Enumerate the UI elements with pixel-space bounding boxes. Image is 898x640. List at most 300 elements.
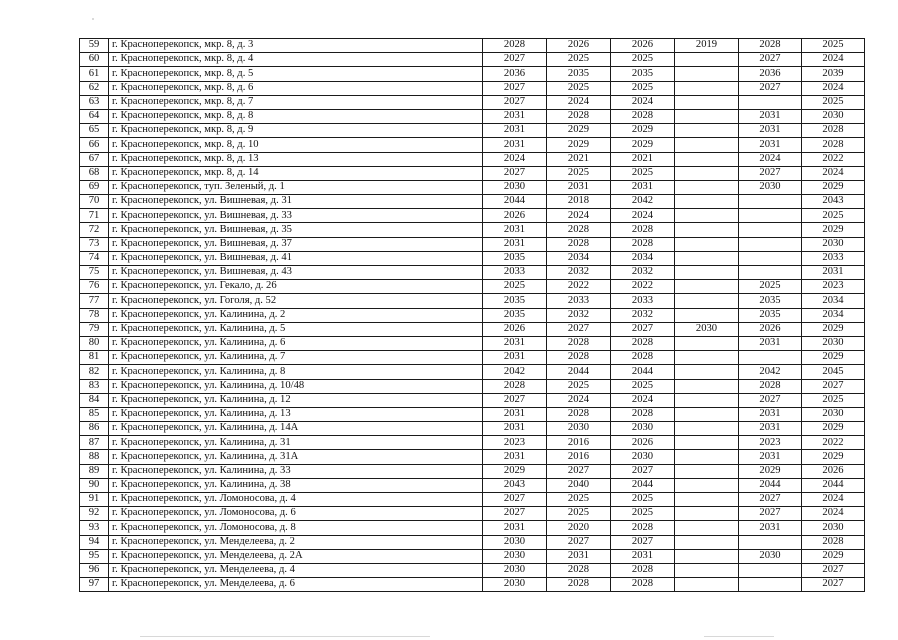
year-col-5-cell: 2031 [739, 450, 802, 464]
year-col-5-cell: 2027 [739, 166, 802, 180]
building-address-cell: г. Красноперекопск, ул. Ломоносова, д. 8 [109, 521, 483, 535]
year-col-6-cell: 2027 [802, 578, 865, 592]
year-col-2-cell: 2025 [547, 493, 611, 507]
year-col-1-cell: 2027 [483, 81, 547, 95]
year-col-4-cell [675, 53, 739, 67]
year-col-3-cell: 2035 [611, 67, 675, 81]
table-row [80, 67, 865, 81]
table-row [80, 39, 865, 53]
building-address-cell: г. Красноперекопск, ул. Вишневая, д. 33 [109, 209, 483, 223]
year-col-3-cell: 2028 [611, 223, 675, 237]
table-row [80, 464, 865, 478]
row-number-cell: 68 [80, 166, 109, 180]
year-col-3-cell: 2033 [611, 294, 675, 308]
year-col-6-cell: 2029 [802, 223, 865, 237]
year-col-4-cell [675, 195, 739, 209]
year-col-4-cell [675, 478, 739, 492]
row-number-cell: 70 [80, 195, 109, 209]
year-col-1-cell: 2023 [483, 436, 547, 450]
year-col-4-cell [675, 223, 739, 237]
row-number-cell: 86 [80, 422, 109, 436]
year-col-6-cell: 2029 [802, 422, 865, 436]
year-col-2-cell: 2028 [547, 237, 611, 251]
year-col-3-cell: 2034 [611, 251, 675, 265]
table-row [80, 209, 865, 223]
row-number-cell: 92 [80, 507, 109, 521]
table-row [80, 563, 865, 577]
table-row [80, 521, 865, 535]
year-col-4-cell [675, 166, 739, 180]
year-col-2-cell: 2027 [547, 535, 611, 549]
table-row [80, 223, 865, 237]
year-col-6-cell: 2030 [802, 407, 865, 421]
row-number-cell: 60 [80, 53, 109, 67]
year-col-4-cell: 2019 [675, 39, 739, 53]
year-col-5-cell: 2036 [739, 67, 802, 81]
year-col-1-cell: 2027 [483, 393, 547, 407]
year-col-3-cell: 2032 [611, 266, 675, 280]
year-col-1-cell: 2031 [483, 336, 547, 350]
year-col-3-cell: 2026 [611, 436, 675, 450]
table-row [80, 266, 865, 280]
year-col-1-cell: 2035 [483, 294, 547, 308]
year-col-1-cell: 2044 [483, 195, 547, 209]
year-col-3-cell: 2028 [611, 336, 675, 350]
building-address-cell: г. Красноперекопск, ул. Ломоносова, д. 4 [109, 493, 483, 507]
year-col-5-cell [739, 195, 802, 209]
year-col-6-cell: 2024 [802, 166, 865, 180]
year-col-4-cell [675, 81, 739, 95]
year-col-4-cell [675, 95, 739, 109]
year-col-4-cell [675, 251, 739, 265]
year-col-6-cell: 2030 [802, 521, 865, 535]
table-row [80, 95, 865, 109]
row-number-cell: 71 [80, 209, 109, 223]
row-number-cell: 73 [80, 237, 109, 251]
building-address-cell: г. Красноперекопск, ул. Калинина, д. 10/48 [109, 379, 483, 393]
year-col-6-cell: 2025 [802, 39, 865, 53]
row-number-cell: 82 [80, 365, 109, 379]
table-row [80, 322, 865, 336]
year-col-1-cell: 2035 [483, 251, 547, 265]
year-col-4-cell [675, 436, 739, 450]
row-number-cell: 95 [80, 549, 109, 563]
year-col-3-cell: 2028 [611, 578, 675, 592]
row-number-cell: 88 [80, 450, 109, 464]
year-col-2-cell: 2022 [547, 280, 611, 294]
year-col-6-cell: 2043 [802, 195, 865, 209]
year-col-1-cell: 2035 [483, 308, 547, 322]
building-address-cell: г. Красноперекопск, мкр. 8, д. 9 [109, 124, 483, 138]
year-col-6-cell: 2024 [802, 53, 865, 67]
year-col-6-cell: 2029 [802, 450, 865, 464]
table-row [80, 478, 865, 492]
year-col-4-cell [675, 578, 739, 592]
row-number-cell: 62 [80, 81, 109, 95]
year-col-2-cell: 2028 [547, 223, 611, 237]
building-address-cell: г. Красноперекопск, ул. Калинина, д. 8 [109, 365, 483, 379]
year-col-3-cell: 2030 [611, 450, 675, 464]
year-col-4-cell [675, 209, 739, 223]
year-col-5-cell: 2026 [739, 322, 802, 336]
table-row [80, 393, 865, 407]
year-col-6-cell: 2025 [802, 209, 865, 223]
year-col-3-cell: 2024 [611, 393, 675, 407]
year-col-4-cell [675, 365, 739, 379]
scan-artifact [140, 636, 430, 637]
year-col-5-cell [739, 95, 802, 109]
year-col-1-cell: 2024 [483, 152, 547, 166]
year-col-2-cell: 2028 [547, 407, 611, 421]
year-col-4-cell [675, 109, 739, 123]
table-row [80, 365, 865, 379]
year-col-2-cell: 2027 [547, 464, 611, 478]
year-col-4-cell [675, 308, 739, 322]
year-col-5-cell: 2024 [739, 152, 802, 166]
year-col-1-cell: 2031 [483, 351, 547, 365]
year-col-4-cell [675, 535, 739, 549]
year-col-3-cell: 2042 [611, 195, 675, 209]
year-col-6-cell: 2028 [802, 138, 865, 152]
row-number-cell: 63 [80, 95, 109, 109]
table-row [80, 81, 865, 95]
year-col-1-cell: 2033 [483, 266, 547, 280]
year-col-1-cell: 2030 [483, 549, 547, 563]
year-col-6-cell: 2030 [802, 109, 865, 123]
year-col-3-cell: 2028 [611, 521, 675, 535]
year-col-2-cell: 2028 [547, 578, 611, 592]
year-col-3-cell: 2029 [611, 124, 675, 138]
year-col-5-cell: 2027 [739, 493, 802, 507]
table-body [80, 39, 865, 592]
table-row [80, 407, 865, 421]
year-col-3-cell: 2031 [611, 180, 675, 194]
year-col-5-cell: 2031 [739, 336, 802, 350]
year-col-3-cell: 2027 [611, 322, 675, 336]
year-col-5-cell: 2031 [739, 109, 802, 123]
table-row [80, 180, 865, 194]
year-col-2-cell: 2028 [547, 351, 611, 365]
year-col-2-cell: 2018 [547, 195, 611, 209]
year-col-6-cell: 2024 [802, 493, 865, 507]
year-col-2-cell: 2024 [547, 393, 611, 407]
year-col-4-cell [675, 266, 739, 280]
row-number-cell: 84 [80, 393, 109, 407]
year-col-5-cell: 2027 [739, 81, 802, 95]
building-address-cell: г. Красноперекопск, ул. Калинина, д. 6 [109, 336, 483, 350]
row-number-cell: 78 [80, 308, 109, 322]
year-col-6-cell: 2033 [802, 251, 865, 265]
row-number-cell: 81 [80, 351, 109, 365]
row-number-cell: 64 [80, 109, 109, 123]
year-col-5-cell: 2031 [739, 407, 802, 421]
year-col-5-cell: 2025 [739, 280, 802, 294]
year-col-3-cell: 2028 [611, 407, 675, 421]
year-col-3-cell: 2025 [611, 81, 675, 95]
year-col-6-cell: 2027 [802, 563, 865, 577]
year-col-2-cell: 2016 [547, 436, 611, 450]
year-col-5-cell [739, 266, 802, 280]
building-address-cell: г. Красноперекопск, мкр. 8, д. 13 [109, 152, 483, 166]
year-col-4-cell [675, 563, 739, 577]
row-number-cell: 72 [80, 223, 109, 237]
year-col-2-cell: 2025 [547, 379, 611, 393]
building-address-cell: г. Красноперекопск, ул. Калинина, д. 33 [109, 464, 483, 478]
year-col-1-cell: 2027 [483, 507, 547, 521]
year-col-5-cell: 2029 [739, 464, 802, 478]
table-row [80, 336, 865, 350]
building-address-cell: г. Красноперекопск, ул. Вишневая, д. 37 [109, 237, 483, 251]
year-col-2-cell: 2025 [547, 53, 611, 67]
year-col-4-cell [675, 422, 739, 436]
row-number-cell: 96 [80, 563, 109, 577]
year-col-5-cell: 2044 [739, 478, 802, 492]
year-col-5-cell: 2035 [739, 294, 802, 308]
year-col-1-cell: 2025 [483, 280, 547, 294]
year-col-2-cell: 2028 [547, 109, 611, 123]
year-col-1-cell: 2027 [483, 493, 547, 507]
year-col-2-cell: 2034 [547, 251, 611, 265]
year-col-5-cell: 2035 [739, 308, 802, 322]
year-col-5-cell [739, 351, 802, 365]
year-col-5-cell [739, 237, 802, 251]
year-col-5-cell [739, 223, 802, 237]
year-col-3-cell: 2025 [611, 507, 675, 521]
year-col-6-cell: 2024 [802, 81, 865, 95]
year-col-3-cell: 2028 [611, 351, 675, 365]
year-col-5-cell: 2042 [739, 365, 802, 379]
table-row [80, 450, 865, 464]
table-row [80, 152, 865, 166]
year-col-1-cell: 2027 [483, 166, 547, 180]
year-col-4-cell: 2030 [675, 322, 739, 336]
year-col-4-cell [675, 393, 739, 407]
year-col-2-cell: 2044 [547, 365, 611, 379]
building-address-cell: г. Красноперекопск, ул. Калинина, д. 31 [109, 436, 483, 450]
year-col-5-cell: 2031 [739, 124, 802, 138]
year-col-1-cell: 2030 [483, 535, 547, 549]
year-col-4-cell [675, 351, 739, 365]
year-col-1-cell: 2030 [483, 180, 547, 194]
year-col-2-cell: 2031 [547, 180, 611, 194]
year-col-1-cell: 2028 [483, 379, 547, 393]
building-address-cell: г. Красноперекопск, туп. Зеленый, д. 1 [109, 180, 483, 194]
year-col-6-cell: 2029 [802, 180, 865, 194]
building-address-cell: г. Красноперекопск, мкр. 8, д. 10 [109, 138, 483, 152]
year-col-1-cell: 2031 [483, 521, 547, 535]
year-col-1-cell: 2029 [483, 464, 547, 478]
row-number-cell: 87 [80, 436, 109, 450]
year-col-5-cell: 2027 [739, 393, 802, 407]
year-col-3-cell: 2027 [611, 464, 675, 478]
building-address-cell: г. Красноперекопск, ул. Калинина, д. 31А [109, 450, 483, 464]
year-col-2-cell: 2033 [547, 294, 611, 308]
year-col-5-cell [739, 563, 802, 577]
year-col-5-cell: 2031 [739, 138, 802, 152]
year-col-1-cell: 2027 [483, 53, 547, 67]
building-address-cell: г. Красноперекопск, мкр. 8, д. 5 [109, 67, 483, 81]
year-col-2-cell: 2027 [547, 322, 611, 336]
building-address-cell: г. Красноперекопск, мкр. 8, д. 3 [109, 39, 483, 53]
year-col-1-cell: 2031 [483, 407, 547, 421]
year-col-1-cell: 2027 [483, 95, 547, 109]
year-col-2-cell: 2029 [547, 124, 611, 138]
year-col-1-cell: 2028 [483, 39, 547, 53]
year-col-2-cell: 2025 [547, 81, 611, 95]
year-col-2-cell: 2030 [547, 422, 611, 436]
year-col-2-cell: 2025 [547, 507, 611, 521]
year-col-5-cell: 2028 [739, 379, 802, 393]
year-col-1-cell: 2031 [483, 237, 547, 251]
row-number-cell: 75 [80, 266, 109, 280]
year-col-3-cell: 2024 [611, 209, 675, 223]
building-address-cell: г. Красноперекопск, мкр. 8, д. 7 [109, 95, 483, 109]
year-col-3-cell: 2030 [611, 422, 675, 436]
building-address-cell: г. Красноперекопск, ул. Вишневая, д. 31 [109, 195, 483, 209]
year-col-3-cell: 2026 [611, 39, 675, 53]
scan-artifact [92, 18, 94, 20]
building-address-cell: г. Красноперекопск, ул. Менделеева, д. 6 [109, 578, 483, 592]
year-col-6-cell: 2024 [802, 507, 865, 521]
row-number-cell: 91 [80, 493, 109, 507]
year-col-2-cell: 2020 [547, 521, 611, 535]
table-row [80, 237, 865, 251]
year-col-5-cell: 2030 [739, 549, 802, 563]
table-row [80, 124, 865, 138]
row-number-cell: 83 [80, 379, 109, 393]
year-col-2-cell: 2025 [547, 166, 611, 180]
year-col-6-cell: 2022 [802, 436, 865, 450]
year-col-3-cell: 2027 [611, 535, 675, 549]
row-number-cell: 79 [80, 322, 109, 336]
year-col-3-cell: 2044 [611, 478, 675, 492]
year-col-2-cell: 2026 [547, 39, 611, 53]
row-number-cell: 61 [80, 67, 109, 81]
housing-repair-schedule-table [79, 38, 865, 592]
year-col-4-cell [675, 507, 739, 521]
year-col-4-cell [675, 493, 739, 507]
table-row [80, 166, 865, 180]
year-col-6-cell: 2031 [802, 266, 865, 280]
table-row [80, 195, 865, 209]
year-col-5-cell: 2030 [739, 180, 802, 194]
building-address-cell: г. Красноперекопск, ул. Калинина, д. 7 [109, 351, 483, 365]
year-col-1-cell: 2031 [483, 422, 547, 436]
building-address-cell: г. Красноперекопск, ул. Вишневая, д. 43 [109, 266, 483, 280]
year-col-4-cell [675, 280, 739, 294]
row-number-cell: 69 [80, 180, 109, 194]
year-col-6-cell: 2027 [802, 379, 865, 393]
year-col-2-cell: 2016 [547, 450, 611, 464]
year-col-5-cell [739, 535, 802, 549]
year-col-2-cell: 2028 [547, 563, 611, 577]
year-col-6-cell: 2026 [802, 464, 865, 478]
table-row [80, 535, 865, 549]
row-number-cell: 94 [80, 535, 109, 549]
table-row [80, 351, 865, 365]
scan-artifact [704, 636, 774, 637]
year-col-6-cell: 2034 [802, 294, 865, 308]
year-col-1-cell: 2031 [483, 450, 547, 464]
year-col-6-cell: 2025 [802, 393, 865, 407]
year-col-4-cell [675, 407, 739, 421]
row-number-cell: 76 [80, 280, 109, 294]
table-row [80, 493, 865, 507]
building-address-cell: г. Красноперекопск, ул. Калинина, д. 38 [109, 478, 483, 492]
year-col-6-cell: 2030 [802, 336, 865, 350]
building-address-cell: г. Красноперекопск, ул. Вишневая, д. 41 [109, 251, 483, 265]
building-address-cell: г. Красноперекопск, ул. Менделеева, д. 2А [109, 549, 483, 563]
building-address-cell: г. Красноперекопск, ул. Калинина, д. 5 [109, 322, 483, 336]
year-col-5-cell: 2027 [739, 53, 802, 67]
building-address-cell: г. Красноперекопск, ул. Менделеева, д. 2 [109, 535, 483, 549]
year-col-5-cell [739, 578, 802, 592]
row-number-cell: 85 [80, 407, 109, 421]
row-number-cell: 90 [80, 478, 109, 492]
year-col-3-cell: 2021 [611, 152, 675, 166]
year-col-4-cell [675, 521, 739, 535]
year-col-1-cell: 2031 [483, 138, 547, 152]
year-col-4-cell [675, 336, 739, 350]
row-number-cell: 80 [80, 336, 109, 350]
building-address-cell: г. Красноперекопск, мкр. 8, д. 4 [109, 53, 483, 67]
year-col-2-cell: 2024 [547, 95, 611, 109]
table-row [80, 578, 865, 592]
year-col-3-cell: 2025 [611, 493, 675, 507]
year-col-4-cell [675, 237, 739, 251]
year-col-3-cell: 2032 [611, 308, 675, 322]
row-number-cell: 66 [80, 138, 109, 152]
building-address-cell: г. Красноперекопск, ул. Вишневая, д. 35 [109, 223, 483, 237]
table-row [80, 109, 865, 123]
year-col-3-cell: 2029 [611, 138, 675, 152]
row-number-cell: 97 [80, 578, 109, 592]
year-col-4-cell [675, 152, 739, 166]
year-col-1-cell: 2031 [483, 223, 547, 237]
year-col-2-cell: 2029 [547, 138, 611, 152]
year-col-3-cell: 2044 [611, 365, 675, 379]
year-col-5-cell: 2031 [739, 521, 802, 535]
year-col-3-cell: 2025 [611, 166, 675, 180]
table-row [80, 294, 865, 308]
year-col-2-cell: 2031 [547, 549, 611, 563]
year-col-3-cell: 2024 [611, 95, 675, 109]
year-col-1-cell: 2030 [483, 578, 547, 592]
building-address-cell: г. Красноперекопск, ул. Калинина, д. 12 [109, 393, 483, 407]
year-col-3-cell: 2025 [611, 379, 675, 393]
year-col-1-cell: 2042 [483, 365, 547, 379]
row-number-cell: 67 [80, 152, 109, 166]
row-number-cell: 59 [80, 39, 109, 53]
year-col-6-cell: 2034 [802, 308, 865, 322]
table-row [80, 308, 865, 322]
year-col-4-cell [675, 294, 739, 308]
year-col-1-cell: 2026 [483, 322, 547, 336]
year-col-2-cell: 2035 [547, 67, 611, 81]
year-col-6-cell: 2023 [802, 280, 865, 294]
table-row [80, 251, 865, 265]
year-col-6-cell: 2022 [802, 152, 865, 166]
year-col-2-cell: 2032 [547, 308, 611, 322]
year-col-4-cell [675, 464, 739, 478]
year-col-5-cell: 2027 [739, 507, 802, 521]
year-col-3-cell: 2025 [611, 53, 675, 67]
year-col-5-cell [739, 251, 802, 265]
year-col-5-cell [739, 209, 802, 223]
year-col-6-cell: 2028 [802, 124, 865, 138]
building-address-cell: г. Красноперекопск, ул. Менделеева, д. 4 [109, 563, 483, 577]
year-col-3-cell: 2028 [611, 237, 675, 251]
